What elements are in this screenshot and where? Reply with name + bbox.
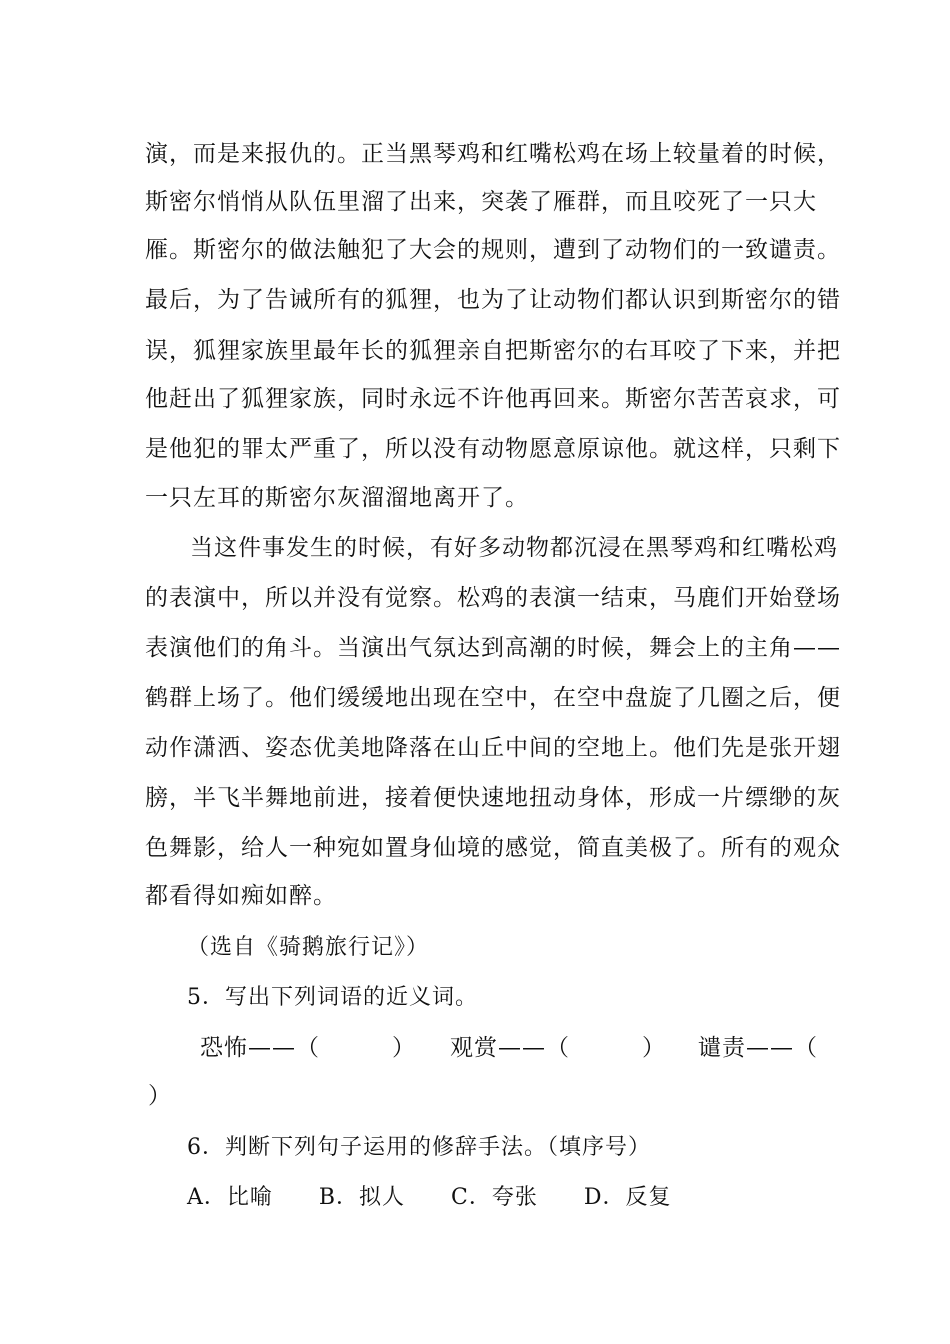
passage-line: 演，而是来报仇的。正当黑琴鸡和红嘴松鸡在场上较量着的时候， [145, 141, 841, 167]
passage-line: 鹤群上场了。他们缓缓地出现在空中，在空中盘旋了几圈之后，便 [145, 685, 841, 711]
passage-line: 一只左耳的斯密尔灰溜溜地离开了。 [145, 485, 529, 511]
passage-line: 都看得如痴如醉。 [145, 883, 337, 909]
passage-line: 最后，为了告诫所有的狐狸，也为了让动物们都认识到斯密尔的错 [145, 287, 841, 313]
passage-line: 是他犯的罪太严重了，所以没有动物愿意原谅他。就这样，只剩下 [145, 436, 841, 462]
passage-line: 色舞影，给人一种宛如置身仙境的感觉，简直美极了。所有的观众 [145, 835, 841, 861]
question-5-item-2: 观赏——（ ） [450, 1035, 666, 1061]
passage-line: 斯密尔悄悄从队伍里溜了出来，突袭了雁群，而且咬死了一只大 [145, 189, 817, 215]
question-5-title: 5．写出下列词语的近义词。 [187, 985, 478, 1010]
passage-line: 当这件事发生的时候，有好多动物都沉浸在黑琴鸡和红嘴松鸡 [190, 535, 838, 561]
passage-line: 表演他们的角斗。当演出气氛达到高潮的时候，舞会上的主角—— [145, 635, 841, 661]
question-5-item-3-close: ） [148, 1083, 172, 1109]
question-6-title: 6．判断下列句子运用的修辞手法。（填序号） [187, 1135, 651, 1160]
passage-line: 雁。斯密尔的做法触犯了大会的规则，遭到了动物们的一致谴责。 [145, 237, 841, 263]
question-6-options: A．比喻 B．拟人 C．夸张 D．反复 [187, 1185, 672, 1210]
question-5-item-1: 恐怖——（ ） [200, 1035, 416, 1061]
passage-line: 误，狐狸家族里最年长的狐狸亲自把斯密尔的右耳咬了下来，并把 [145, 338, 841, 364]
passage-line: 的表演中，所以并没有觉察。松鸡的表演一结束，马鹿们开始登场 [145, 585, 841, 611]
question-5-item-3: 谴责——（ [698, 1035, 818, 1061]
passage-line: 动作潇洒、姿态优美地降落在山丘中间的空地上。他们先是张开翅 [145, 735, 841, 761]
passage-source: （选自《骑鹅旅行记》） [187, 935, 430, 960]
passage-line: 膀，半飞半舞地前进，接着便快速地扭动身体，形成一片缥缈的灰 [145, 785, 841, 811]
passage-line: 他赶出了狐狸家族，同时永远不许他再回来。斯密尔苦苦哀求，可 [145, 386, 841, 412]
